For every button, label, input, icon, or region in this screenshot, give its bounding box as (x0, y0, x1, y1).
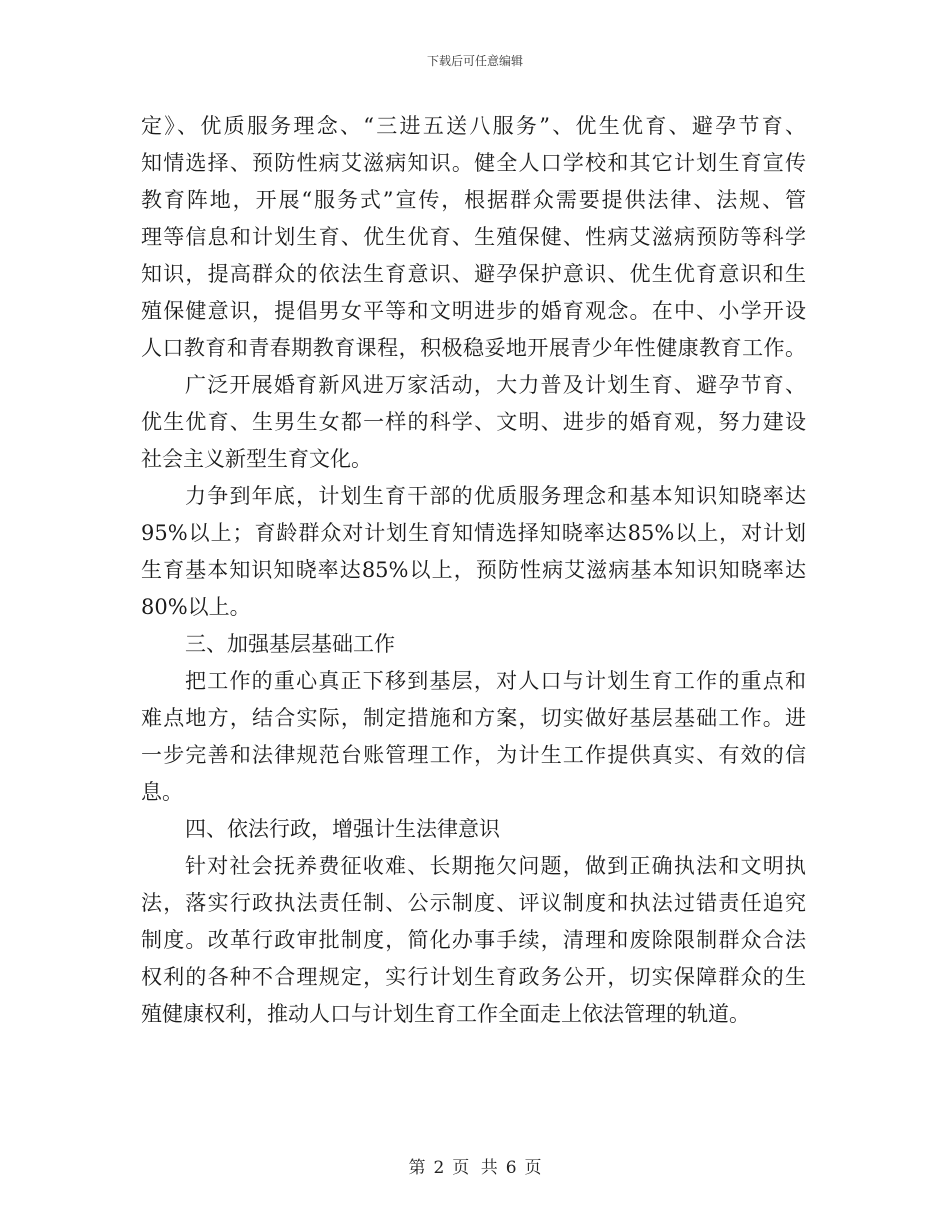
text-line: 95%以上；育龄群众对计划生育知情选择知晓率达85%以上，对计划 (141, 521, 806, 545)
text-line: 理等信息和计划生育、优生优育、生殖保健、性病艾滋病预防等科学 (141, 225, 806, 249)
text-line: 定》、优质服务理念、“三进五送八服务”、优生优育、避孕节育、 (141, 114, 806, 138)
footer-prefix: 第 (408, 1158, 426, 1178)
page-header: 下载后可任意编辑 (426, 54, 523, 68)
text-line: 力争到年底，计划生育干部的优质服务理念和基本知识知晓率达 (185, 484, 806, 508)
document-body (141, 108, 806, 1033)
text-line: 80%以上。 (141, 595, 251, 619)
text-line: 优生优育、生男生女都一样的科学、文明、进步的婚育观，努力建设 (141, 410, 806, 434)
footer-middle: 页 共 (452, 1158, 498, 1178)
text-line: 难点地方，结合实际，制定措施和方案，切实做好基层基础工作。进 (141, 706, 806, 730)
text-line: 生育基本知识知晓率达85%以上，预防性病艾滋病基本知识知晓率达 (141, 558, 806, 582)
text-line: 息。 (141, 780, 183, 804)
current-page-number: 2 (433, 1158, 445, 1178)
section-heading: 三、加强基层基础工作 (185, 632, 395, 656)
text-line: 一步完善和法律规范台账管理工作，为计生工作提供真实、有效的信 (141, 743, 806, 767)
text-line: 殖保健意识，提倡男女平等和文明进步的婚育观念。在中、小学开设 (141, 299, 806, 323)
text-line: 知情选择、预防性病艾滋病知识。健全人口学校和其它计划生育宣传 (141, 151, 806, 175)
text-line: 法，落实行政执法责任制、公示制度、评议制度和执法过错责任追究 (141, 891, 806, 915)
text-line: 教育阵地，开展“服务式”宣传，根据群众需要提供法律、法规、管 (141, 188, 806, 212)
page-footer (0, 1153, 950, 1178)
text-line: 社会主义新型生育文化。 (141, 447, 372, 471)
section-heading: 四、依法行政，增强计生法律意识 (185, 817, 500, 841)
text-line: 把工作的重心真正下移到基层，对人口与计划生育工作的重点和 (185, 669, 806, 693)
text-line: 针对社会抚养费征收难、长期拖欠问题，做到正确执法和文明执 (185, 854, 806, 878)
text-line: 知识，提高群众的依法生育意识、避孕保护意识、优生优育意识和生 (141, 262, 806, 286)
text-line: 广泛开展婚育新风进万家活动，大力普及计划生育、避孕节育、 (185, 373, 806, 397)
total-page-count: 6 (505, 1158, 517, 1178)
text-line: 殖健康权利，推动人口与计划生育工作全面走上依法管理的轨道。 (141, 1002, 750, 1026)
text-line: 人口教育和青春期教育课程，积极稳妥地开展青少年性健康教育工作。 (141, 336, 806, 360)
footer-suffix: 页 (524, 1158, 542, 1178)
text-line: 制度。改革行政审批制度，简化办事手续，清理和废除限制群众合法 (141, 928, 806, 952)
text-line: 权利的各种不合理规定，实行计划生育政务公开，切实保障群众的生 (141, 965, 806, 989)
